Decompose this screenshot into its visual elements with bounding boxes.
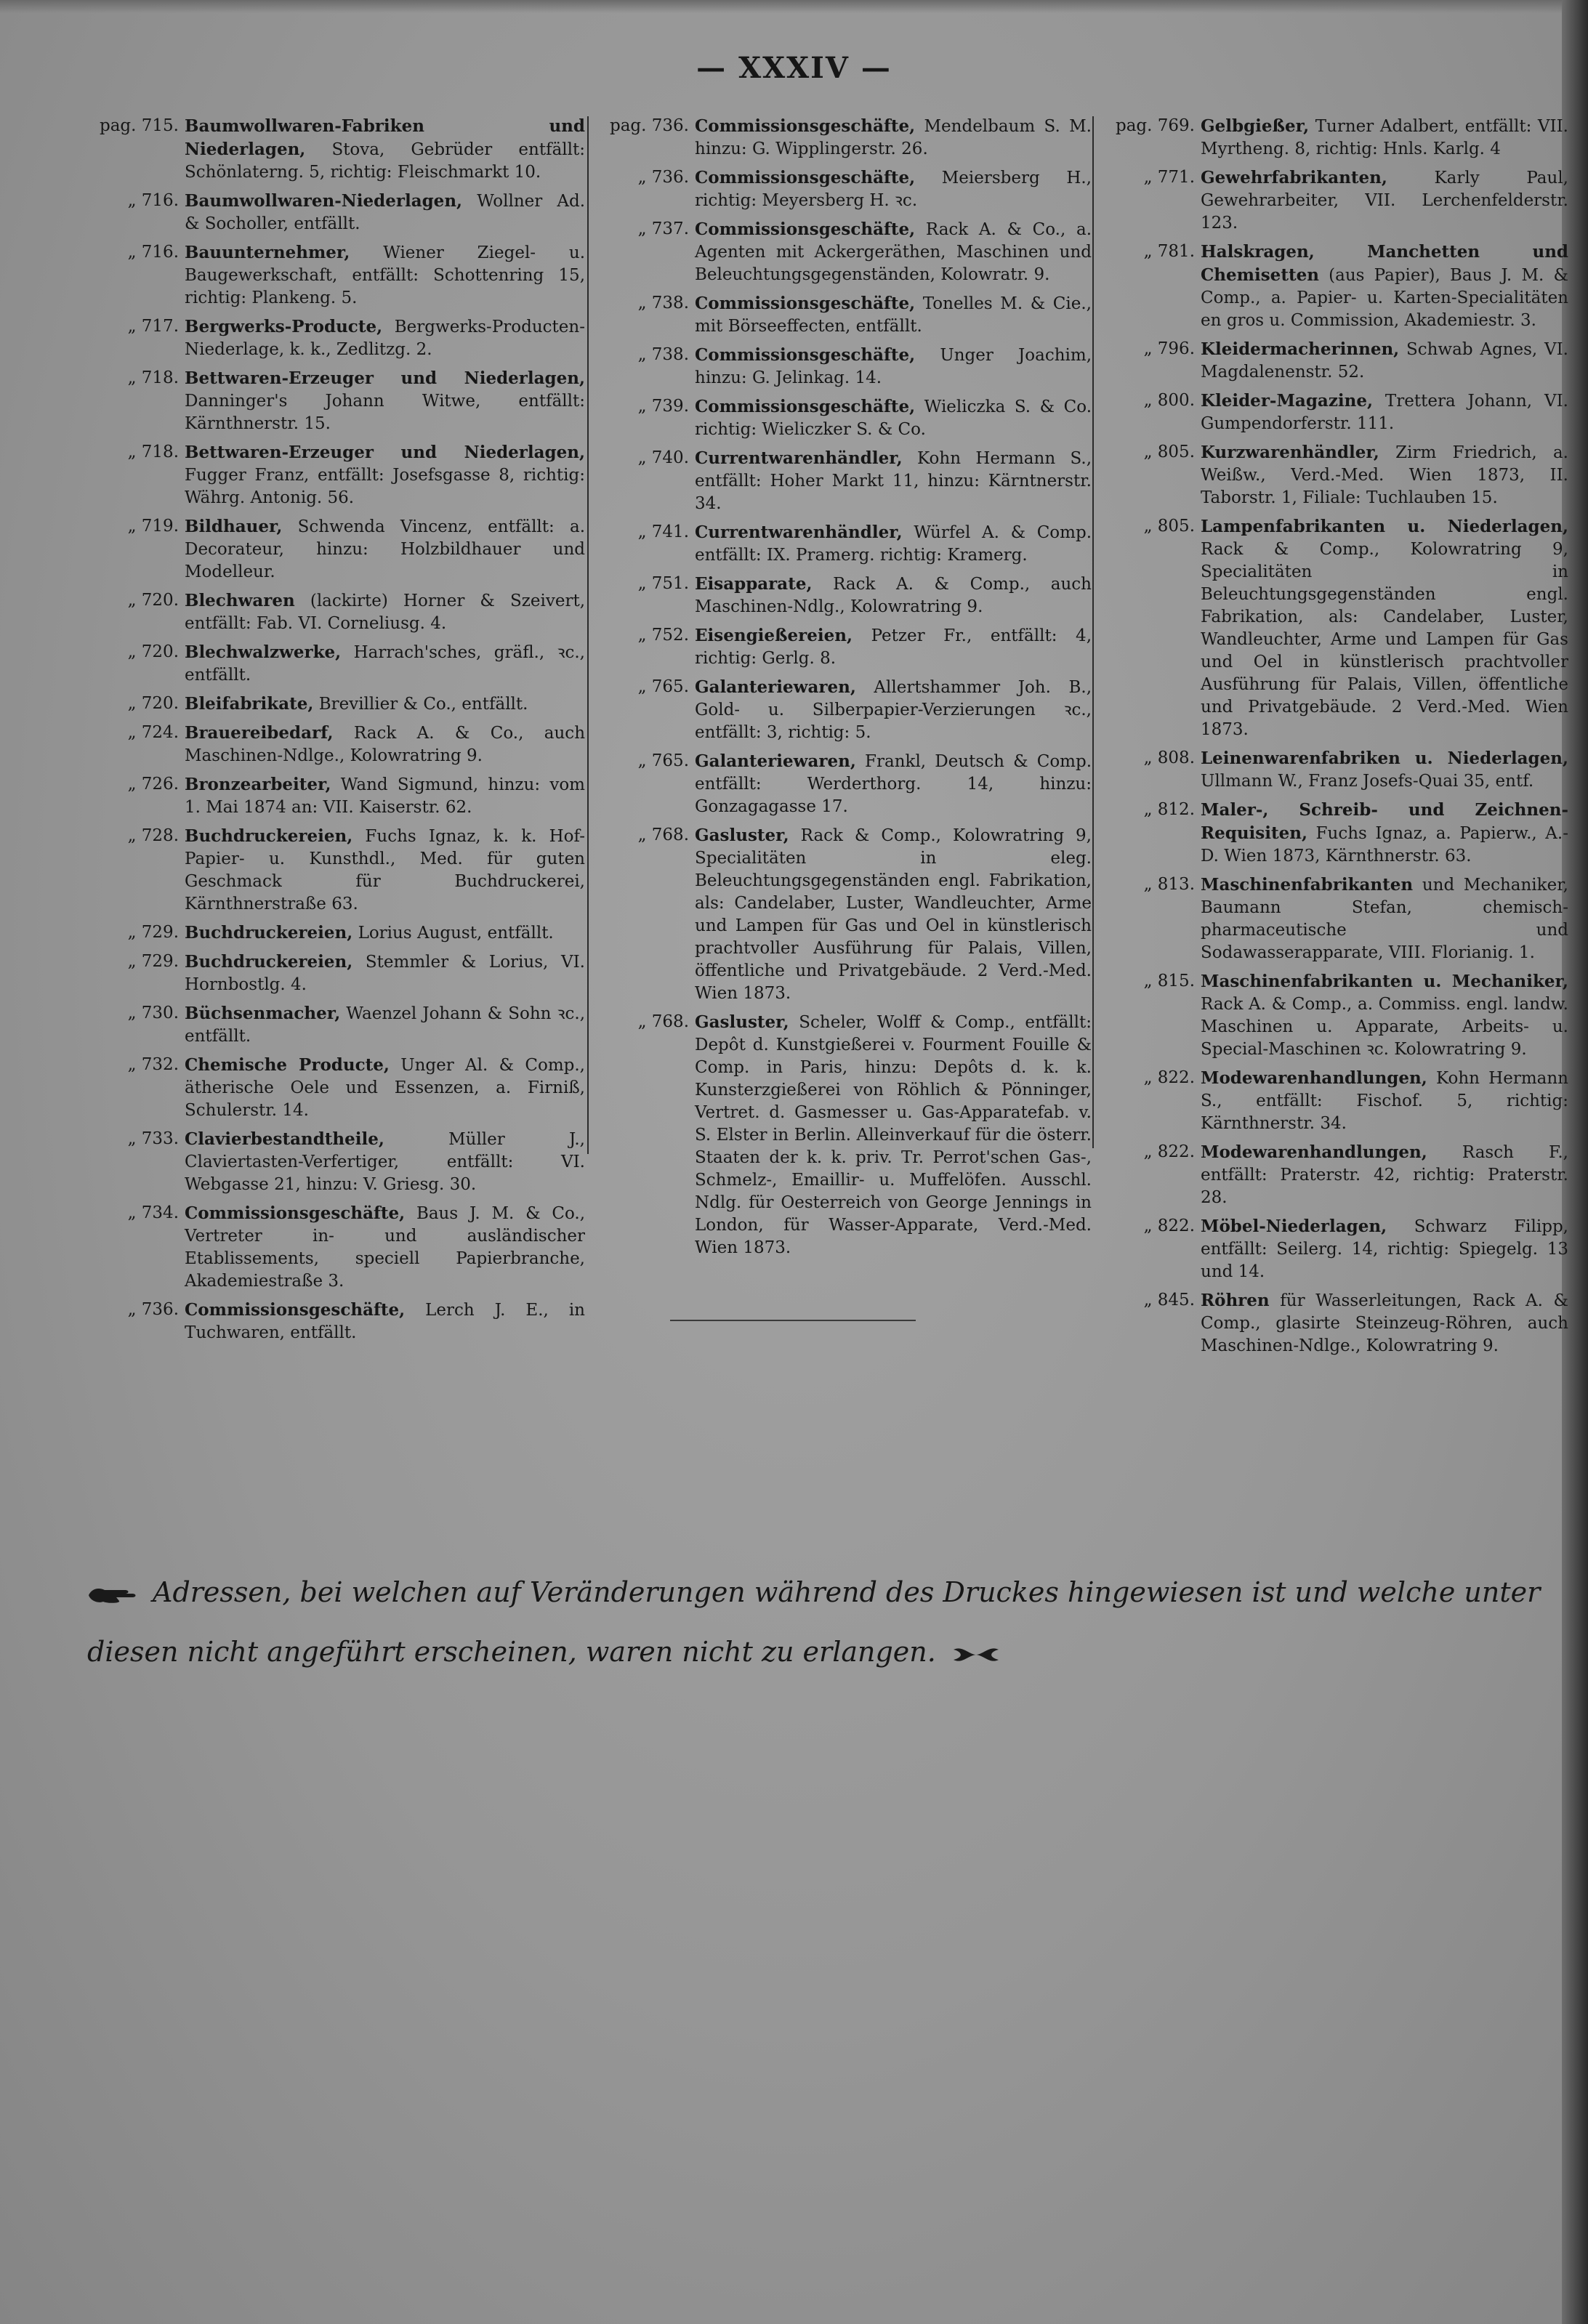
entry-page-ref: „ 728.	[127, 826, 179, 845]
entry-category: Buchdruckereien,	[185, 923, 353, 943]
entry-detail: Fuchs Ignaz, a. Papierw., A.-D. Wien 1873, Kärnthnerstr. 63.	[1201, 824, 1568, 866]
entry-page-ref: „ 737.	[637, 219, 689, 238]
entry-detail: und Mechaniker, Baumann Stefan, chemisch-pharmaceutische und Sodawasserapparate, VIII. Florianig. 1.	[1201, 876, 1568, 962]
entry-page-ref: „ 734.	[127, 1203, 179, 1222]
entry-page-ref: „ 781.	[1143, 242, 1195, 261]
directory-entry	[1096, 970, 1568, 1061]
entry-category: Commissionsgeschäfte,	[695, 168, 916, 187]
entry-category: Bauunternehmer,	[185, 243, 350, 262]
entry-page-ref: „ 738.	[637, 345, 689, 364]
entry-text	[695, 447, 1092, 515]
directory-entry	[87, 515, 585, 584]
entry-text	[185, 825, 585, 916]
directory-entry	[87, 951, 585, 996]
entry-page-ref: „ 719.	[127, 517, 179, 536]
entry-page-ref: „ 736.	[127, 1300, 179, 1319]
entry-page-ref: pag. 736.	[610, 116, 689, 135]
entry-text	[185, 1299, 585, 1344]
entry-category: Chemische Producte,	[185, 1055, 390, 1075]
entry-page-ref: „ 740.	[637, 448, 689, 467]
directory-entry	[1096, 115, 1568, 161]
entry-text	[185, 1002, 585, 1048]
entry-category: Gelbgießer,	[1201, 116, 1310, 136]
entry-category: Commissionsgeschäfte,	[695, 294, 916, 313]
entry-detail: Bergwerks-Producten-Niederlage, k. k., Zedlitzg. 2.	[185, 318, 585, 359]
entry-detail: Rack A. & Co., auch Maschinen-Ndlge., Kolowratring 9.	[185, 724, 586, 765]
directory-entry	[87, 241, 585, 310]
directory-entry	[590, 624, 1092, 670]
entry-page-ref: „ 771.	[1143, 168, 1195, 187]
entry-detail: Danninger's Johann Witwe, entfällt: Kärnthnerstr. 15.	[185, 392, 585, 433]
column-divider	[1092, 116, 1094, 1148]
entry-detail: Meiersberg H., richtig: Meyersberg H. ꝛc.	[695, 169, 1092, 210]
entry-page-ref: „ 718.	[127, 368, 179, 387]
entry-detail: Kohn Hermann S., entfällt: Fischof. 5, richtig: Kärnthnerstr. 34.	[1201, 1069, 1568, 1133]
entry-detail: Rack A. & Comp., auch Maschinen-Ndlg., Kolowratring 9.	[695, 575, 1092, 616]
directory-entry	[590, 166, 1092, 212]
entry-category: Bronzearbeiter,	[185, 775, 331, 794]
directory-entry	[87, 315, 585, 361]
entry-category: Modewarenhandlungen,	[1201, 1068, 1427, 1088]
entry-detail: Tonelles M. & Cie., mit Börseeffecten, entfällt.	[695, 294, 1092, 336]
entry-text	[185, 641, 585, 687]
entry-page-ref: „ 751.	[637, 574, 689, 593]
entry-detail: Trettera Johann, VI. Gumpendorferstr. 111.	[1201, 392, 1568, 433]
entry-page-ref: „ 720.	[127, 642, 179, 661]
directory-entry	[1096, 338, 1568, 384]
entry-detail: Lerch J. E., in Tuchwaren, entfällt.	[185, 1301, 585, 1342]
directory-entry	[1096, 873, 1568, 964]
entry-category: Buchdruckereien,	[185, 952, 353, 972]
entry-text	[185, 589, 585, 635]
directory-entry	[590, 292, 1092, 338]
entry-category: Möbel-Niederlagen,	[1201, 1217, 1387, 1236]
directory-entry	[1096, 241, 1568, 332]
entry-text	[1201, 515, 1568, 741]
entry-page-ref: „ 738.	[637, 294, 689, 312]
entry-text	[185, 315, 585, 361]
entry-category: Baumwollwaren-Niederlagen,	[185, 191, 463, 211]
directory-entry	[87, 1054, 585, 1122]
entry-category: Gasluster,	[695, 826, 789, 845]
directory-entry	[87, 115, 585, 184]
entry-category: Maschinenfabrikanten u. Mechaniker,	[1201, 972, 1568, 991]
entry-category: Baumwollwaren-Fabriken und Niederlagen,	[185, 116, 585, 159]
directory-entry	[1096, 166, 1568, 235]
entry-detail: Stova, Gebrüder entfällt: Schönlaterng. 5, richtig: Fleischmarkt 10.	[185, 140, 585, 182]
entry-text	[185, 951, 585, 996]
entry-category: Bildhauer,	[185, 517, 283, 536]
entry-detail: Rasch F., entfällt: Praterstr. 42, richtig: Praterstr. 28.	[1201, 1143, 1568, 1207]
entry-text	[1201, 970, 1568, 1061]
entry-detail: Zirm Friedrich, a. Weißw., Verd.-Med. Wien 1873, II. Taborstr. 1, Filiale: Tuchlauben 15.	[1201, 443, 1568, 507]
directory-entry	[87, 190, 585, 235]
entry-category: Kurzwarenhändler,	[1201, 443, 1379, 462]
entry-text	[695, 750, 1092, 818]
entry-page-ref: „ 730.	[127, 1004, 179, 1022]
entry-detail: Allertshammer Joh. B., Gold- u. Silberpapier-Verzierungen ꝛc., entfällt: 3, richtig: 5.	[695, 678, 1092, 742]
entry-category: Leinenwarenfabriken u. Niederlagen,	[1201, 749, 1568, 768]
entry-text	[695, 824, 1092, 1005]
entry-page-ref: „ 765.	[637, 751, 689, 770]
entry-detail: Würfel A. & Comp. entfällt: IX. Pramerg. richtig: Kramerg.	[695, 523, 1092, 565]
entry-text	[1201, 1289, 1568, 1357]
entry-detail: Mendelbaum S. M. hinzu: G. Wipplingerstr. 26.	[695, 117, 1092, 158]
entry-detail: Ullmann W., Franz Josefs-Quai 35, entf.	[1201, 772, 1534, 791]
entry-page-ref: „ 739.	[637, 397, 689, 416]
entry-detail: Rack & Comp., Kolowratring 9, Specialitäten in eleg. Beleuchtungsgegenständen engl. Fabrikation, als: Candelaber, Luster, Wandleuchter, Arme und Lampen für Gas und Oel in künstlerisch prachtvoller Ausführung für Palais, Villen, öffentliche und Privatgebäude. 2 Verd.-Med. Wien 1873.	[695, 826, 1092, 1003]
directory-entry	[1096, 747, 1568, 793]
entry-category: Eisengießereien,	[695, 626, 853, 645]
entry-page-ref: „ 729.	[127, 923, 179, 942]
entry-category: Commissionsgeschäfte,	[695, 219, 916, 239]
entry-text	[695, 166, 1092, 212]
entry-text	[185, 115, 585, 184]
entry-detail: Scheler, Wolff & Comp., entfällt: Depôt d. Kunstgießerei v. Fourment Fouille & Comp. in Paris, hinzu: Depôts d. k. k. Kunsterzgießerei von Röhlich & Pönninger, Vertret. d. Gasmesser u. Gas-Apparatefab. v. S. Elster in Berlin. Alleinverkauf für die österr. Staaten der k. k. priv. Tr. Perrot'schen Gas-, Schmelz-, Emaillir- u. Muffelöfen. Ausschl. Ndlg. für Oesterreich von George Jennings in London, für Wasser-Apparate, Verd.-Med. Wien 1873.	[695, 1013, 1092, 1257]
entry-detail: Rack A. & Comp., a. Commiss. engl. landw. Maschinen u. Apparate, Arbeits- u. Special-Maschinen ꝛc. Kolowratring 9.	[1201, 995, 1568, 1059]
entry-detail: für Wasserleitungen, Rack A. & Comp., glasirte Steinzeug-Röhren, auch Maschinen-Ndlge., Kolowratring 9.	[1201, 1291, 1568, 1355]
column-middle	[590, 115, 1092, 1265]
entry-page-ref: pag. 769.	[1116, 116, 1195, 135]
entry-category: Commissionsgeschäfte,	[185, 1300, 406, 1320]
entry-text	[1201, 338, 1568, 384]
entry-category: Halskragen, Manchetten und Chemisetten	[1201, 242, 1568, 285]
column-right	[1096, 115, 1568, 1363]
directory-entry	[87, 1202, 585, 1293]
directory-entry	[590, 521, 1092, 567]
entry-page-ref: „ 805.	[1143, 517, 1195, 536]
entry-page-ref: „ 724.	[127, 723, 179, 742]
directory-entry	[1096, 515, 1568, 741]
entry-category: Blechwaren	[185, 591, 295, 610]
entry-page-ref: „ 815.	[1143, 972, 1195, 990]
entry-category: Eisapparate,	[695, 574, 813, 594]
entry-page-ref: „ 822.	[1143, 1068, 1195, 1087]
entry-detail: Fugger Franz, entfällt: Josefsgasse 8, richtig: Währg. Antonig. 56.	[185, 466, 585, 507]
entry-detail: Müller J., Claviertasten-Verfertiger, entfällt: VI. Webgasse 21, hinzu: V. Griesg. 30.	[185, 1130, 585, 1194]
entry-page-ref: „ 752.	[637, 626, 689, 645]
entry-category: Kleidermacherinnen,	[1201, 339, 1400, 359]
directory-entry	[1096, 390, 1568, 435]
entry-text	[1201, 166, 1568, 235]
entry-text	[695, 676, 1092, 744]
column-left	[87, 115, 585, 1350]
entry-category: Maler-, Schreib- und Zeichnen-Requisiten,	[1201, 800, 1568, 843]
column-divider	[587, 116, 589, 1154]
entry-text	[695, 624, 1092, 670]
entry-category: Maschinenfabrikanten	[1201, 875, 1414, 895]
entry-text	[185, 241, 585, 310]
entry-category: Clavierbestandtheile,	[185, 1129, 384, 1149]
entry-text	[1201, 241, 1568, 332]
entry-page-ref: „ 720.	[127, 591, 179, 610]
entry-detail: Harrach'sches, gräfl., ꝛc., entfällt.	[185, 643, 585, 685]
entry-text	[695, 521, 1092, 567]
entry-page-ref: „ 726.	[127, 775, 179, 794]
directory-entry	[1096, 1141, 1568, 1209]
entry-detail: Rack & Comp., Kolowratring 9, Specialitäten in Beleuchtungsgegenständen engl. Fabrikation, als: Candelaber, Luster, Wandleuchter, Arme und Lampen für Gas und Oel in künstlerisch prachtvoller Ausführung für Palais, Villen, öffentliche und Privatgebäude. 2 Verd.-Med. Wien 1873.	[1201, 540, 1568, 739]
entry-text	[1201, 873, 1568, 964]
directory-entry	[87, 825, 585, 916]
entry-category: Commissionsgeschäfte,	[185, 1203, 406, 1223]
directory-entry	[1096, 1067, 1568, 1135]
entry-detail: Rack A. & Co., a. Agenten mit Ackergeräthen, Maschinen und Beleuchtungsgegenständen, Kolowratr. 9.	[695, 220, 1092, 284]
entry-category: Brauereibedarf,	[185, 723, 334, 743]
section-separator	[670, 1320, 916, 1321]
entry-page-ref: „ 845.	[1143, 1291, 1195, 1310]
entry-category: Commissionsgeschäfte,	[695, 397, 916, 416]
entry-page-ref: „ 808.	[1143, 749, 1195, 767]
entry-detail: (aus Papier), Baus J. M. & Comp., a. Papier- u. Karten-Specialitäten en gros u. Commission, Akademiestr. 3.	[1201, 266, 1569, 330]
entry-text	[185, 722, 585, 767]
entry-text	[695, 218, 1092, 286]
entry-category: Buchdruckereien,	[185, 826, 353, 846]
entry-detail: Wieliczka S. & Co. richtig: Wieliczker S. & Co.	[695, 398, 1092, 439]
entry-text	[185, 515, 585, 584]
entry-page-ref: „ 716.	[127, 191, 179, 210]
page-top-edge	[0, 0, 1588, 13]
directory-entry	[87, 641, 585, 687]
entry-category: Modewarenhandlungen,	[1201, 1142, 1427, 1162]
directory-entry	[87, 441, 585, 509]
flourish-icon	[951, 1644, 1001, 1666]
entry-page-ref: „ 736.	[637, 168, 689, 187]
entry-page-ref: „ 813.	[1143, 875, 1195, 894]
entry-detail: Unger Joachim, hinzu: G. Jelinkag. 14.	[695, 346, 1092, 387]
entry-category: Currentwarenhändler,	[695, 448, 903, 468]
directory-entry	[87, 1299, 585, 1344]
entry-category: Röhren	[1201, 1291, 1270, 1310]
entry-detail: Baus J. M. & Co., Vertreter in- und ausländischer Etablissements, speciell Papierbranche, Akademiestraße 3.	[185, 1204, 586, 1291]
directory-entry	[590, 676, 1092, 744]
entry-text	[185, 190, 585, 235]
entry-category: Bettwaren-Erzeuger und Niederlagen,	[185, 368, 585, 388]
footer-notice	[87, 1562, 1570, 1682]
entry-detail: Petzer Fr., entfällt: 4, richtig: Gerlg. 8.	[695, 626, 1092, 668]
entry-category: Büchsenmacher,	[185, 1004, 341, 1023]
entry-detail: Wollner Ad. & Socholler, entfällt.	[185, 192, 586, 233]
entry-text	[1201, 441, 1568, 509]
entry-detail: Fuchs Ignaz, k. k. Hof-Papier- u. Kunsthdl., Med. für guten Geschmack für Buchdruckerei, Kärnthnerstraße 63.	[185, 827, 585, 913]
directory-entry	[590, 395, 1092, 441]
directory-entry	[1096, 799, 1568, 868]
directory-entry	[590, 1011, 1092, 1259]
directory-entry	[87, 589, 585, 635]
entry-text	[185, 367, 585, 435]
entry-text	[185, 441, 585, 509]
entry-text	[185, 1202, 585, 1293]
entry-text	[185, 1128, 585, 1196]
entry-detail: Unger Al. & Comp., ätherische Oele und Essenzen, a. Firniß, Schulerstr. 14.	[185, 1056, 585, 1120]
directory-entry	[1096, 1215, 1568, 1283]
entry-text	[695, 573, 1092, 618]
entry-page-ref: „ 796.	[1143, 339, 1195, 358]
entry-detail: Waenzel Johann & Sohn ꝛc., entfällt.	[185, 1004, 586, 1046]
entry-text	[1201, 1067, 1568, 1135]
entry-category: Galanteriewaren,	[695, 677, 856, 697]
directory-entry	[1096, 441, 1568, 509]
entry-detail: Wiener Ziegel- u. Baugewerkschaft, entfällt: Schottenring 15, richtig: Plankeng. 5.	[185, 243, 586, 307]
entry-page-ref: „ 768.	[637, 826, 689, 844]
entry-page-ref: „ 717.	[127, 317, 179, 336]
entry-detail: Lorius August, entfällt.	[358, 924, 554, 943]
entry-text	[185, 921, 585, 945]
directory-entry	[590, 824, 1092, 1005]
entry-text	[1201, 799, 1568, 868]
entry-detail: Brevillier & Co., entfällt.	[318, 695, 528, 714]
entry-text	[1201, 1141, 1568, 1209]
entry-page-ref: „ 822.	[1143, 1217, 1195, 1235]
directory-entry	[590, 447, 1092, 515]
pointing-hand-icon	[87, 1584, 138, 1606]
entry-text	[1201, 1215, 1568, 1283]
directory-entry	[87, 1002, 585, 1048]
entry-text	[695, 344, 1092, 390]
entry-page-ref: „ 741.	[637, 523, 689, 541]
entry-page-ref: „ 812.	[1143, 800, 1195, 819]
entry-detail: Schwarz Filipp, entfällt: Seilerg. 14, richtig: Spiegelg. 13 und 14.	[1201, 1217, 1568, 1281]
entry-text	[1201, 115, 1568, 161]
entry-detail: Schwenda Vincenz, entfällt: a. Decorateur, hinzu: Holzbildhauer und Modelleur.	[185, 517, 585, 581]
entry-page-ref: „ 720.	[127, 694, 179, 713]
entry-detail: Stemmler & Lorius, VI. Hornbostlg. 4.	[185, 953, 585, 994]
directory-entry	[590, 218, 1092, 286]
entry-page-ref: „ 718.	[127, 443, 179, 461]
entry-page-ref: „ 716.	[127, 243, 179, 262]
entry-page-ref: „ 822.	[1143, 1142, 1195, 1161]
entry-category: Kleider-Magazine,	[1201, 391, 1373, 411]
entry-text	[695, 1011, 1092, 1259]
entry-category: Lampenfabrikanten u. Niederlagen,	[1201, 517, 1568, 536]
entry-page-ref: „ 765.	[637, 677, 689, 696]
entry-text	[1201, 390, 1568, 435]
entry-category: Blechwalzwerke,	[185, 642, 342, 662]
entry-detail: (lackirte) Horner & Szeivert, entfällt: Fab. VI. Corneliusg. 4.	[185, 592, 586, 633]
entry-text	[695, 395, 1092, 441]
entry-text	[695, 292, 1092, 338]
entry-page-ref: „ 805.	[1143, 443, 1195, 461]
entry-text	[185, 1054, 585, 1122]
entry-detail: Schwab Agnes, VI. Magdalenenstr. 52.	[1201, 340, 1568, 382]
notice-text: Adressen, bei welchen auf Veränderungen während des Druckes hingewiesen ist und welche unter diesen nicht angeführt erscheinen, waren nicht zu erlangen.	[87, 1576, 1541, 1668]
entry-text	[695, 115, 1092, 161]
entry-detail: Turner Adalbert, entfällt: VII. Myrtheng. 8, richtig: Hnls. Karlg. 4	[1201, 117, 1568, 158]
entry-page-ref: pag. 715.	[100, 116, 179, 135]
directory-entry	[87, 367, 585, 435]
directory-entry	[87, 693, 585, 716]
page-number: — XXXIV —	[696, 51, 892, 85]
entry-page-ref: „ 729.	[127, 952, 179, 971]
entry-page-ref: „ 733.	[127, 1129, 179, 1148]
entry-page-ref: „ 768.	[637, 1012, 689, 1031]
entry-category: Bleifabrikate,	[185, 694, 314, 714]
entry-category: Bergwerks-Producte,	[185, 317, 383, 336]
directory-entry	[590, 573, 1092, 618]
entry-category: Bettwaren-Erzeuger und Niederlagen,	[185, 443, 585, 462]
entry-category: Gasluster,	[695, 1012, 789, 1032]
directory-entry	[87, 921, 585, 945]
entry-text	[185, 773, 585, 819]
entry-category: Currentwarenhändler,	[695, 523, 903, 542]
entry-category: Commissionsgeschäfte,	[695, 116, 916, 136]
entry-text	[1201, 747, 1568, 793]
directory-entry	[87, 722, 585, 767]
entry-detail: Wand Sigmund, hinzu: vom 1. Mai 1874 an: VII. Kaiserstr. 62.	[185, 775, 585, 817]
directory-entry	[590, 750, 1092, 818]
entry-text	[185, 693, 585, 716]
directory-entry	[590, 344, 1092, 390]
directory-entry	[87, 773, 585, 819]
entry-category: Galanteriewaren,	[695, 751, 856, 771]
entry-category: Commissionsgeschäfte,	[695, 345, 916, 365]
entry-detail: Frankl, Deutsch & Comp. entfällt: Werderthorg. 14, hinzu: Gonzagagasse 17.	[695, 752, 1092, 816]
directory-entry	[590, 115, 1092, 161]
entry-category: Gewehrfabrikanten,	[1201, 168, 1387, 187]
directory-entry	[87, 1128, 585, 1196]
entry-page-ref: „ 732.	[127, 1055, 179, 1074]
entry-page-ref: „ 800.	[1143, 391, 1195, 410]
entry-detail: Kohn Hermann S., entfällt: Hoher Markt 11, hinzu: Kärntnerstr. 34.	[695, 449, 1092, 513]
directory-entry	[1096, 1289, 1568, 1357]
entry-detail: Karly Paul, Gewehrarbeiter, VII. Lerchenfelderstr. 123.	[1201, 169, 1568, 233]
